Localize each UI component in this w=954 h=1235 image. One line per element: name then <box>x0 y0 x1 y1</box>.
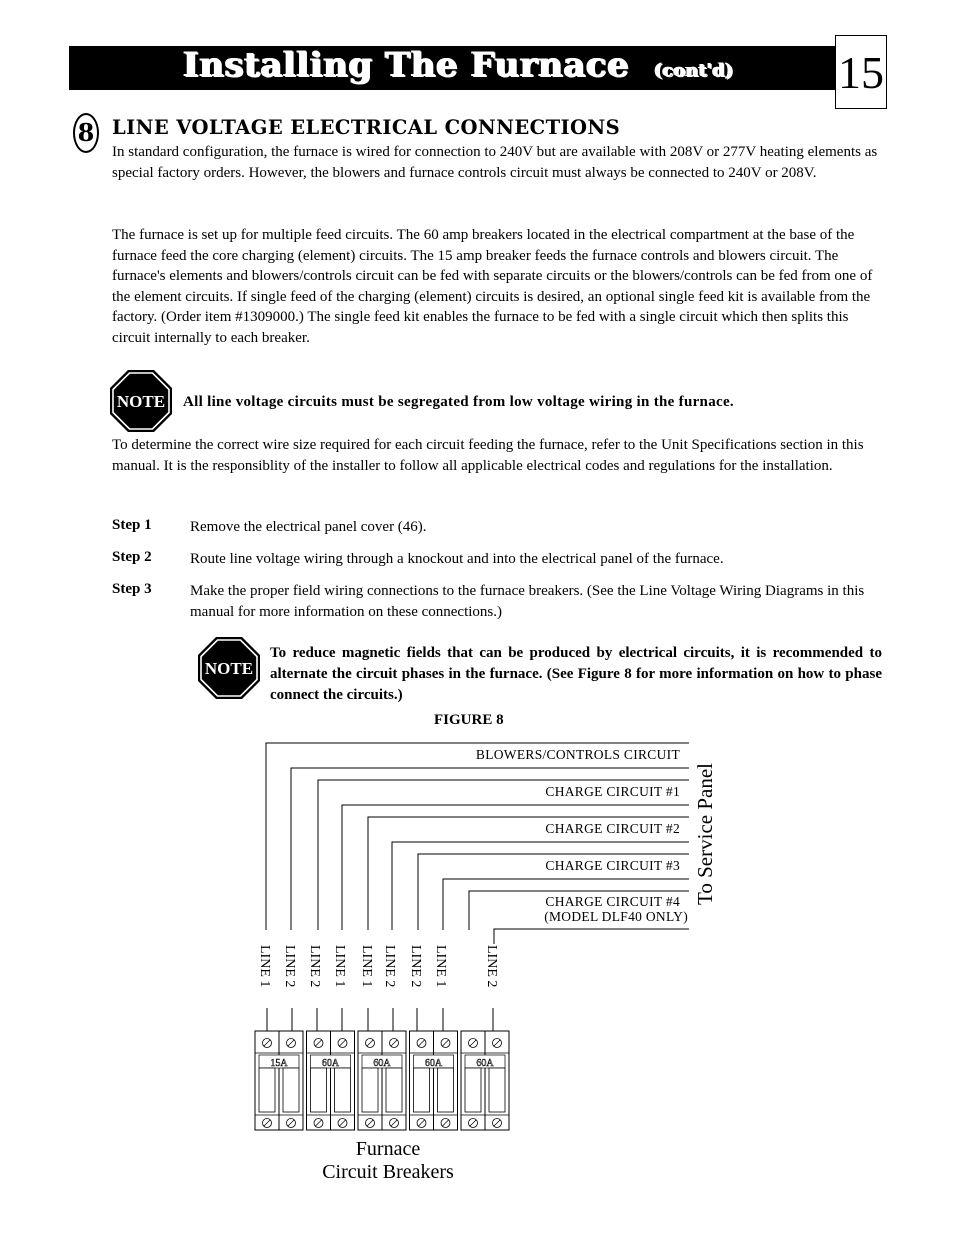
note-label: NOTE <box>204 659 254 678</box>
breaker-rating: 60A <box>424 1058 443 1069</box>
circuit-label: CHARGE CIRCUIT #4 <box>545 894 680 909</box>
breaker-rating: 60A <box>321 1058 340 1069</box>
circuit-label: CHARGE CIRCUIT #2 <box>545 821 680 836</box>
line-label: LINE 2 <box>408 945 423 988</box>
breaker-rating: 60A <box>476 1058 494 1069</box>
breaker-handle <box>438 1068 454 1112</box>
line-label: LINE 1 <box>332 945 347 988</box>
step-2-label: Step 2 <box>112 549 152 565</box>
circuit-label: CHARGE CIRCUIT #1 <box>545 784 680 799</box>
paragraph-intro: In standard configuration, the furnace is wired for connection to 240V but are available with 208V or 277V heating elements as special factory orders. However, the blowers and furnace controls circuit must always be connected to 240V or 208V. <box>112 144 878 181</box>
circuit-breaker <box>255 1031 303 1130</box>
breaker-handle <box>311 1068 327 1112</box>
line-label: LINE 2 <box>282 945 297 988</box>
breaker-handle <box>362 1068 378 1112</box>
circuit-wire <box>494 929 689 944</box>
step-1-label: Step 1 <box>112 517 152 533</box>
line-label: LINE 2 <box>484 945 499 988</box>
section-title: LINE VOLTAGE ELECTRICAL CONNECTIONS <box>112 116 621 139</box>
circuit-sublabel: (MODEL DLF40 ONLY) <box>544 909 688 924</box>
step-2-text: Route line voltage wiring through a knockout and into the electrical panel of the furnace. <box>190 551 724 567</box>
circuit-breaker <box>307 1031 355 1130</box>
note-segregation-text: All line voltage circuits must be segregated from low voltage wiring in the furnace. <box>183 394 734 410</box>
step-1-text: Remove the electrical panel cover (46). <box>190 519 427 535</box>
service-panel-label: To Service Panel <box>693 763 717 905</box>
note-magnetic-fields-text: To reduce magnetic fields that can be produced by electrical circuits, it is recommended to alternate the circuit phases in the furnace. (See Figure 8 for more information on how to phase connect the circuits.) <box>270 645 882 703</box>
circuit-breaker <box>461 1031 509 1130</box>
breaker-handle <box>335 1068 351 1112</box>
circuit-label: BLOWERS/CONTROLS CIRCUIT <box>475 747 680 762</box>
breaker-handle <box>386 1068 402 1112</box>
paragraph-feed-circuits: The furnace is set up for multiple feed circuits. The 60 amp breakers located in the electrical compartment at the base of the furnace feed the core charging (element) circuits. The 15 amp breaker feeds the furnace controls and blowers circuit. The furnace's elements and blowers/controls circuit can be fed with separate circuits or the blowers/controls can be fed from one of the element circuits. If single feed of the charging (element) circuits is desired, an optional single feed kit is available from the factory. (Order item #1309000.) The single feed kit enables the furnace to be fed with a single circuit which then splits this circuit internally to each breaker. <box>112 227 873 346</box>
page-title-text: Installing The Furnace <box>183 45 630 85</box>
breakers-label-line2: Circuit Breakers <box>322 1161 454 1183</box>
line-label: LINE 1 <box>433 945 448 988</box>
breaker-rating: 60A <box>373 1058 391 1069</box>
section-number-badge: 8 <box>73 113 99 153</box>
breakers-label-line1: Furnace <box>355 1138 421 1160</box>
breaker-handle <box>283 1068 299 1112</box>
step-3-text: Make the proper field wiring connections to the furnace breakers. (See the Line Voltage Wiring Diagrams in this manual for more information on these connections.) <box>190 583 865 620</box>
step-3-label: Step 3 <box>112 581 152 597</box>
line-label: LINE 1 <box>359 945 374 988</box>
paragraph-wire-size: To determine the correct wire size required for each circuit feeding the furnace, refer to the Unit Specifications section in this manual. It is the responsiblity of the installer to follow all applicable electrical codes and regulations for the installation. <box>112 437 864 474</box>
breaker-handle <box>465 1068 481 1112</box>
circuit-label: CHARGE CIRCUIT #3 <box>545 858 680 873</box>
breaker-rating: 15A <box>270 1058 288 1069</box>
line-label: LINE 1 <box>257 945 272 988</box>
circuit-breaker <box>358 1031 406 1130</box>
page-subtitle: (cont'd) <box>654 60 734 81</box>
line-label: LINE 2 <box>382 945 397 988</box>
page-number: 15 <box>835 35 887 109</box>
breaker-handle <box>489 1068 505 1112</box>
note-label: NOTE <box>116 392 166 411</box>
breaker-handle <box>414 1068 430 1112</box>
line-label: LINE 2 <box>307 945 322 988</box>
circuit-breaker <box>410 1031 458 1130</box>
breaker-handle <box>259 1068 275 1112</box>
figure-caption: FIGURE 8 <box>434 712 504 728</box>
